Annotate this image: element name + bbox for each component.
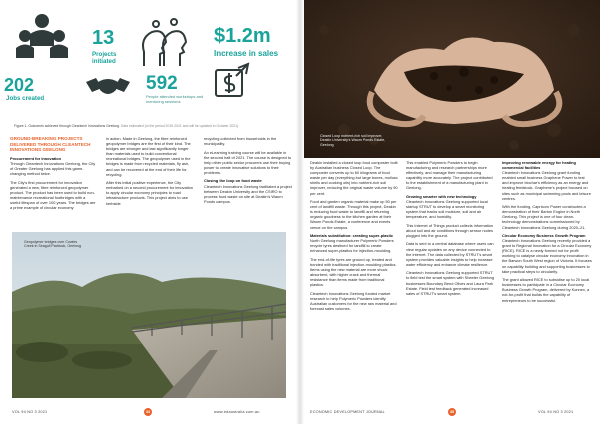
paragraph: in action. Made in Geelong, the fibre reinforced geopolymer bridges are the first of their kind. The bridges are stronger and last significantly longer than materials used to build conventional recreational bridges. The geopolymer used in the bridges is made from recycled materials, fly ash, and can be recovered at the end of their life for recycling. <box>106 136 191 177</box>
paragraph: Cleantech Innovations Geelong grant funding enabled small business Graphene Power to test and improve biochar's efficiency as an energy and heating feedstock. Graphene's project focused on sites such as municipal swimming pools and leisure centres. <box>502 170 591 201</box>
paragraph: The City's first procurement for innovation generated a new, fibre reinforced geopolymer product. The product has been used to build non-maintenance recreational footbridges with a useful lifespan of over 100 years. The bridges are a prime example of circular economy <box>10 179 96 211</box>
footer-url: www.edaustralia.com.au <box>214 410 260 414</box>
paragraph: With the funding, Capricorn Power constructed a demonstration of their Barton Engine in North Geelong. This project is one of four clean-technology demonstrations commissioned by Cleantech Innovations Geelong during 2020–21. <box>502 204 586 230</box>
paragraph: This enabled Polymeric Powders to begin manufacturing and research partnerships more effectively, and manage their manufacturing capability more accurately. The project contributed to the establishment of a manufacturing plant in Geelong. <box>406 160 493 191</box>
paragraph: Through Cleantech Innovations Geelong, the City of Greater Geelong has applied this game-changing method twice. <box>10 161 96 177</box>
people-group-icon <box>14 12 70 72</box>
right-column-3 <box>502 160 592 306</box>
left-column-1 <box>10 136 96 214</box>
page-number-right: 35 <box>450 410 454 414</box>
paragraph: recycling collected from households in the municipality. <box>204 136 277 147</box>
paragraph: The end-of-life tyres are ground up, treated and bonded with traditional injection-moulding plastics. Items using the new material are more shock absorbent, with higher crack and thermal resistance than items made from traditional plastics. <box>310 256 397 288</box>
stat-label-sales: Increase in sales <box>214 49 279 58</box>
right-column-2 <box>406 160 494 299</box>
figure-caption-note: Data estimated (to the period 2019-2021 and will be updated in October 2021). <box>120 124 240 128</box>
spine-shadow <box>296 0 304 424</box>
bridge-photo <box>12 232 286 398</box>
paragraph: After this initial positive experience, the City embarked on a second procurement for innovation to apply circular economy principles to road infrastructure products. This project aims to use kerbside <box>106 180 193 206</box>
subheading-procurement: Procurement for innovation <box>10 156 62 162</box>
footer-issue-right: VOL 94 NO 3 2021 <box>538 410 574 414</box>
paragraph: Cleantech Innovations Geelong funded market research to help Polymeric Powders identify Australian customers for the new raw material and forecast sales volumes. <box>310 290 397 311</box>
paragraph: Data is sent to a central database where users can view regular updates on any device connected to the internet. The data collected by STRUT's smart system provides valuable insights to help increase water efficiency and enhance climate resilience. <box>406 241 494 267</box>
left-column-2 <box>106 136 194 209</box>
paragraph: The grant allowed RICE to subsidise up to 20 local businesses to participate in a Circular Economy Business Growth Program, delivered by Konnex, a not-for-profit that builds the capability of entrepreneurs to be successful. <box>502 277 590 303</box>
hands-photo-caption: Closed Loop nutrient-rich soil improver, Deakin University's Waurn Ponds Estate, Geelong <box>320 134 386 147</box>
subheading-circular-economy: Circular Economy Business Growth Program <box>502 233 586 238</box>
paragraph: An eLearning training course will be available in the second half of 2021. The course is designed to help other public sector procurers use their buying power to create innovative solutions to their problems. <box>204 149 292 175</box>
paragraph: Cleantech Innovations Geelong supported STRUT to field test the smart system with Sheeter Geelong businesses Boundary Bend Olives and Laura Park Estate. Field test feedback generated increased sales of STRUT's smart system. <box>406 270 495 296</box>
paragraph: North Geelong manufacturer Polymeric Powders recycle tyres destined for landfill to create enhanced super-plastics for injection-moulding. <box>310 238 394 254</box>
right-page <box>300 0 600 424</box>
left-column-3 <box>204 136 292 207</box>
stat-value-sales: $1.2m <box>214 25 271 47</box>
outcomes-infographic <box>0 0 300 118</box>
footer-issue-left: VOL 94 NO 3 2021 <box>12 410 48 414</box>
figure-caption-main: Figure 1. Outcomes achieved through Cleantech Innovations Geelong. <box>14 124 120 128</box>
bridge-photo-caption: Geopolymer bridges over Cowies Creek in Seagull Paddock, Geelong <box>24 240 81 249</box>
paragraph: Cleantech Innovations Geelong facilitated a project between Deakin University and the CSIRO to process food waste on site at Deakin's Waurn Ponds campus. <box>204 183 292 204</box>
handshake-icon <box>86 74 130 102</box>
figure-caption <box>14 124 239 128</box>
subheading-super-plastic: Materials substitution: creating super-plastic <box>310 233 394 238</box>
right-column-1 <box>310 160 398 314</box>
bridge-photo-image <box>12 232 286 398</box>
paragraph: Cleantech Innovations Geelong supported local startup STRUT to develop a smart monitoring system that tracks soil moisture, soil and air temperature, and humidity. <box>406 199 488 220</box>
page-number-left: 34 <box>146 410 150 414</box>
paragraph: Cleantech Innovations Geelong recently provided a grant to Regional Innovation for a Circular Economy (RICE). RICE is a newly formed not for profit working to catalyse circular economy innovation in the Barwon South West region of Victoria. It focuses on capability building and supporting businesses to take practical steps to circularity. <box>502 238 592 274</box>
stat-label-projects: Projects initiated <box>92 51 117 65</box>
paragraph: Deakin installed a closed loop food composter built by Australian business Closed Loop. The composter converts up to 60 kilograms of food waste per day (everything but large bones, mollusc shells and cooking oils) into nutrient-rich soil improver, reducing the original waste volume by 90 per cent. <box>310 160 398 196</box>
subheading-technology: Growing smarter with new technology <box>406 193 477 199</box>
subheading-food-waste: Closing the loop on food waste <box>204 178 262 184</box>
subheading-renewable-energy: Improving renewable energy for heating commercial facilities <box>502 160 576 171</box>
heads-ideas-icon <box>138 18 192 70</box>
paragraph: Food and garden organic material make up 50 per cent of landfill waste. Through this project, Deakin is reducing food waste to landfill and returning organic goodness to the kitchen garden at their Waurn Ponds Estate, a conference and events venue on the campus. <box>310 199 397 230</box>
paragraph: This Internet of Things product collects information about soil and air conditions through sensor nodes plugged into the ground. <box>406 222 494 238</box>
stat-label-jobs: Jobs created <box>6 95 45 102</box>
stat-value-jobs: 202 <box>4 75 35 95</box>
section-heading: GROUND-BREAKING PROJECTS DELIVERED THROUGH CLEANTECH INNOVATIONS GEELONG <box>10 136 91 153</box>
footer-journal-name: ECONOMIC DEVELOPMENT JOURNAL <box>310 410 385 414</box>
stat-value-projects: 13 <box>92 27 115 49</box>
stat-value-attendees: 592 <box>146 73 178 94</box>
stat-label-attendees: People attended workshops and mentoring sessions <box>146 94 204 104</box>
dollar-growth-icon <box>212 62 252 102</box>
